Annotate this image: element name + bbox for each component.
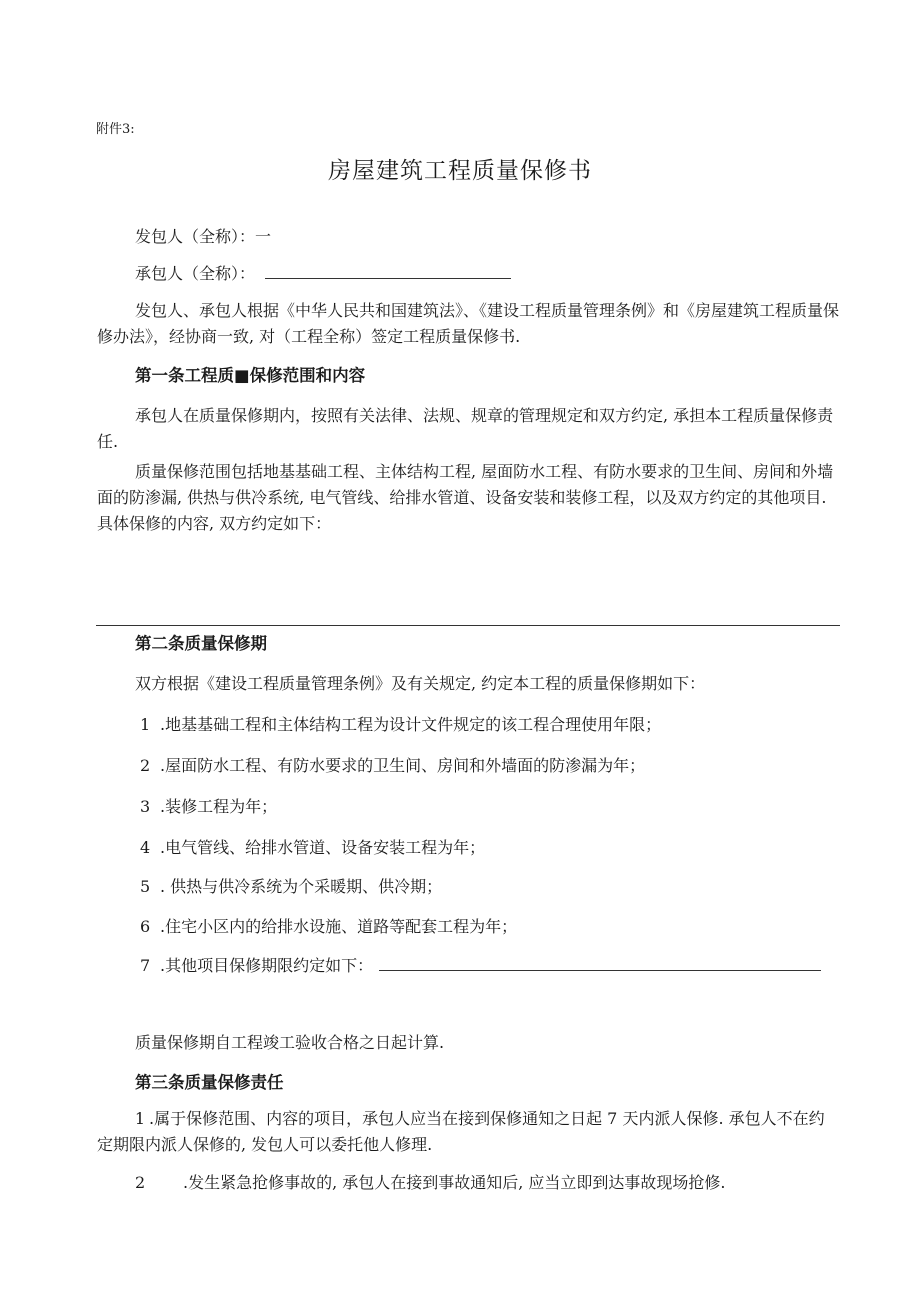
employer-label: 发包人（全称）： [135,227,256,246]
employer-value: 一 [255,227,272,246]
article3-item-1 [97,1106,840,1158]
item-text: .属于保修范围、内容的项目，承包人应当在接到保修通知之日起 7 天内派人保修. 承包人不在约定期限内派人保修的, 发包人可以委托他人修理. [97,1109,825,1154]
contractor-blank[interactable] [265,264,511,279]
item-number: 5 [140,877,151,896]
employer-line [135,224,271,250]
list-item [140,835,485,861]
article2-heading: 第二条质量保修期 [135,634,267,653]
item-number: 1 [134,1109,145,1128]
item-text: .其他项目保修期限约定如下： [160,956,374,975]
contractor-line [135,261,511,287]
item-number: 3 [140,797,151,816]
article1-heading: 第一条工程质■保修范围和内容 [135,366,366,385]
item-number: 4 [140,838,151,857]
attachment-label: 附件3: [96,122,135,137]
article3-heading: 第三条质量保修责任 [135,1073,284,1092]
article3-item-2 [135,1170,726,1196]
item-text: .装修工程为年； [160,797,278,816]
article2-intro: 双方根据《建设工程质量管理条例》及有关规定, 约定本工程的质量保修期如下： [135,674,706,693]
list-item [140,874,442,900]
list-item [140,712,661,738]
document-title: 房屋建筑工程质量保修书 [328,158,592,184]
item-number: 6 [140,917,151,936]
item-text: . 供热与供冷系统为个采暖期、供冷期； [160,877,443,896]
item-number: 1 [140,715,151,734]
intro-paragraph: 发包人、承包人根据《中华人民共和国建筑法》、《建设工程质量管理条例》和《房屋建筑工程质量保修办法》，经协商一致, 对（工程全称）签定工程质量保修书. [97,301,840,346]
item-number: 2 [140,756,151,775]
list-item [140,753,645,779]
article1-paragraph-1: 承包人在质量保修期内，按照有关法律、法规、规章的管理规定和双方约定, 承担本工程质量保修责任. [97,406,834,451]
item-text: .住宅小区内的给排水设施、道路等配套工程为年； [160,917,518,936]
other-period-blank[interactable] [379,956,821,971]
item-number: 7 [140,956,151,975]
item-number: 2 [135,1173,146,1192]
article2-closing: 质量保修期自工程竣工验收合格之日起计算. [135,1033,445,1052]
article1-paragraph-2: 质量保修范围包括地基基础工程、主体结构工程, 屋面防水工程、有防水要求的卫生间、房间和外墙面的防渗漏, 供热与供冷系统, 电气管线、给排水管道、设备安装和装修工程，以及双方约定的其他项目. 具体保修的内容, 双方约定如下： [97,462,834,533]
list-item [140,794,277,820]
contractor-label: 承包人（全称）： [135,264,256,283]
item-text: .电气管线、给排水管道、设备安装工程为年； [160,838,486,857]
content-divider [96,625,840,626]
list-item [140,953,821,979]
item-text: .发生紧急抢修事故的, 承包人在接到事故通知后, 应当立即到达事故现场抢修. [183,1173,726,1192]
list-item [140,914,517,940]
item-text: .地基基础工程和主体结构工程为设计文件规定的该工程合理使用年限； [160,715,662,734]
item-text: .屋面防水工程、有防水要求的卫生间、房间和外墙面的防渗漏为年； [160,756,646,775]
